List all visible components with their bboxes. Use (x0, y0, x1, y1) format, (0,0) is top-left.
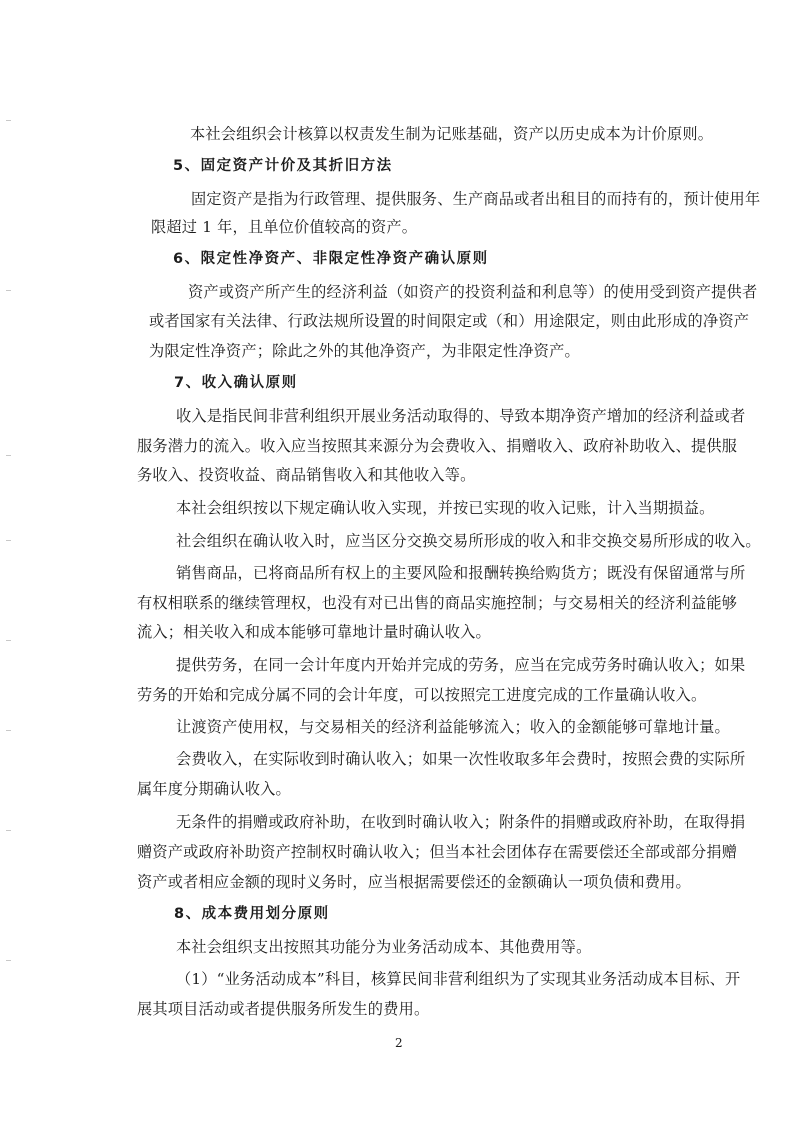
margin-mark (6, 120, 11, 121)
body-line: 本社会组织支出按照其功能分为业务活动成本、其他费用等。 (176, 938, 592, 956)
margin-mark (6, 830, 11, 831)
body-line: 资产或资产所产生的经济利益（如资产的投资利益和利息等）的使用受到资产提供者 (188, 283, 758, 301)
body-line: 固定资产是指为行政管理、提供服务、生产商品或者出租目的而持有的，预计使用年 (191, 190, 761, 208)
section-heading: 7、收入确认原则 (174, 375, 298, 391)
body-line: 本社会组织按以下规定确认收入实现，并按已实现的收入记账，计入当期损益。 (176, 499, 715, 517)
body-line: 展其项目活动或者提供服务所发生的费用。 (137, 1000, 430, 1018)
body-line: 会费收入，在实际收到时确认收入；如果一次性收取多年会费时，按照会费的实际所 (176, 750, 746, 768)
section-heading: 8、成本费用划分原则 (174, 906, 330, 922)
body-line: 本社会组织会计核算以权责发生制为记账基础，资产以历史成本为计价原则。 (190, 125, 714, 143)
section-heading: 5、固定资产计价及其折旧方法 (173, 158, 393, 174)
margin-mark (6, 290, 11, 291)
body-line: 销售商品，已将商品所有权上的主要风险和报酬转换给购货方；既没有保留通常与所 (176, 564, 746, 582)
margin-mark (6, 960, 11, 961)
body-line: 流入；相关收入和成本能够可靠地计量时确认收入。 (137, 623, 491, 641)
body-line: 赠资产或政府补助资产控制权时确认收入；但当本社会团体存在需要偿还全部或部分捐赠 (137, 843, 738, 861)
body-line: 劳务的开始和完成分属不同的会计年度，可以按照完工进度完成的工作量确认收入。 (137, 686, 707, 704)
body-line: 服务潜力的流入。收入应当按照其来源分为会费收入、捐赠收入、政府补助收入、提供服 (137, 437, 738, 455)
body-line: 无条件的捐赠或政府补助，在收到时确认收入；附条件的捐赠或政府补助，在取得捐 (176, 813, 746, 831)
body-line: 属年度分期确认收入。 (137, 780, 291, 798)
section-heading: 6、限定性净资产、非限定性净资产确认原则 (173, 251, 489, 267)
body-line: 或者国家有关法律、行政法规所设置的时间限定或（和）用途限定，则由此形成的净资产 (149, 312, 750, 330)
page-number: 2 (395, 1036, 403, 1050)
body-line: （1）“业务活动成本”科目，核算民间非营利组织为了实现其业务活动成本目标、开 (176, 970, 741, 988)
body-line: 让渡资产使用权，与交易相关的经济利益能够流入；收入的金额能够可靠地计量。 (176, 718, 730, 736)
margin-mark (6, 540, 11, 541)
margin-mark (6, 730, 11, 731)
body-line: 社会组织在确认收入时，应当区分交换交易所形成的收入和非交换交易所形成的收入。 (176, 532, 761, 550)
body-line: 资产或者相应金额的现时义务时，应当根据需要偿还的金额确认一项负债和费用。 (137, 873, 691, 891)
body-line: 为限定性净资产；除此之外的其他净资产，为非限定性净资产。 (149, 342, 580, 360)
margin-mark (6, 455, 11, 456)
body-line: 务收入、投资收益、商品销售收入和其他收入等。 (137, 466, 476, 484)
body-line: 提供劳务，在同一会计年度内开始并完成的劳务，应当在完成劳务时确认收入；如果 (176, 656, 746, 674)
body-line: 收入是指民间非营利组织开展业务活动取得的、导致本期净资产增加的经济利益或者 (176, 407, 746, 425)
body-line: 限超过 1 年，且单位价值较高的资产。 (151, 218, 418, 236)
margin-mark (6, 640, 11, 641)
body-line: 有权相联系的继续管理权，也没有对已出售的商品实施控制；与交易相关的经济利益能够 (137, 594, 738, 612)
